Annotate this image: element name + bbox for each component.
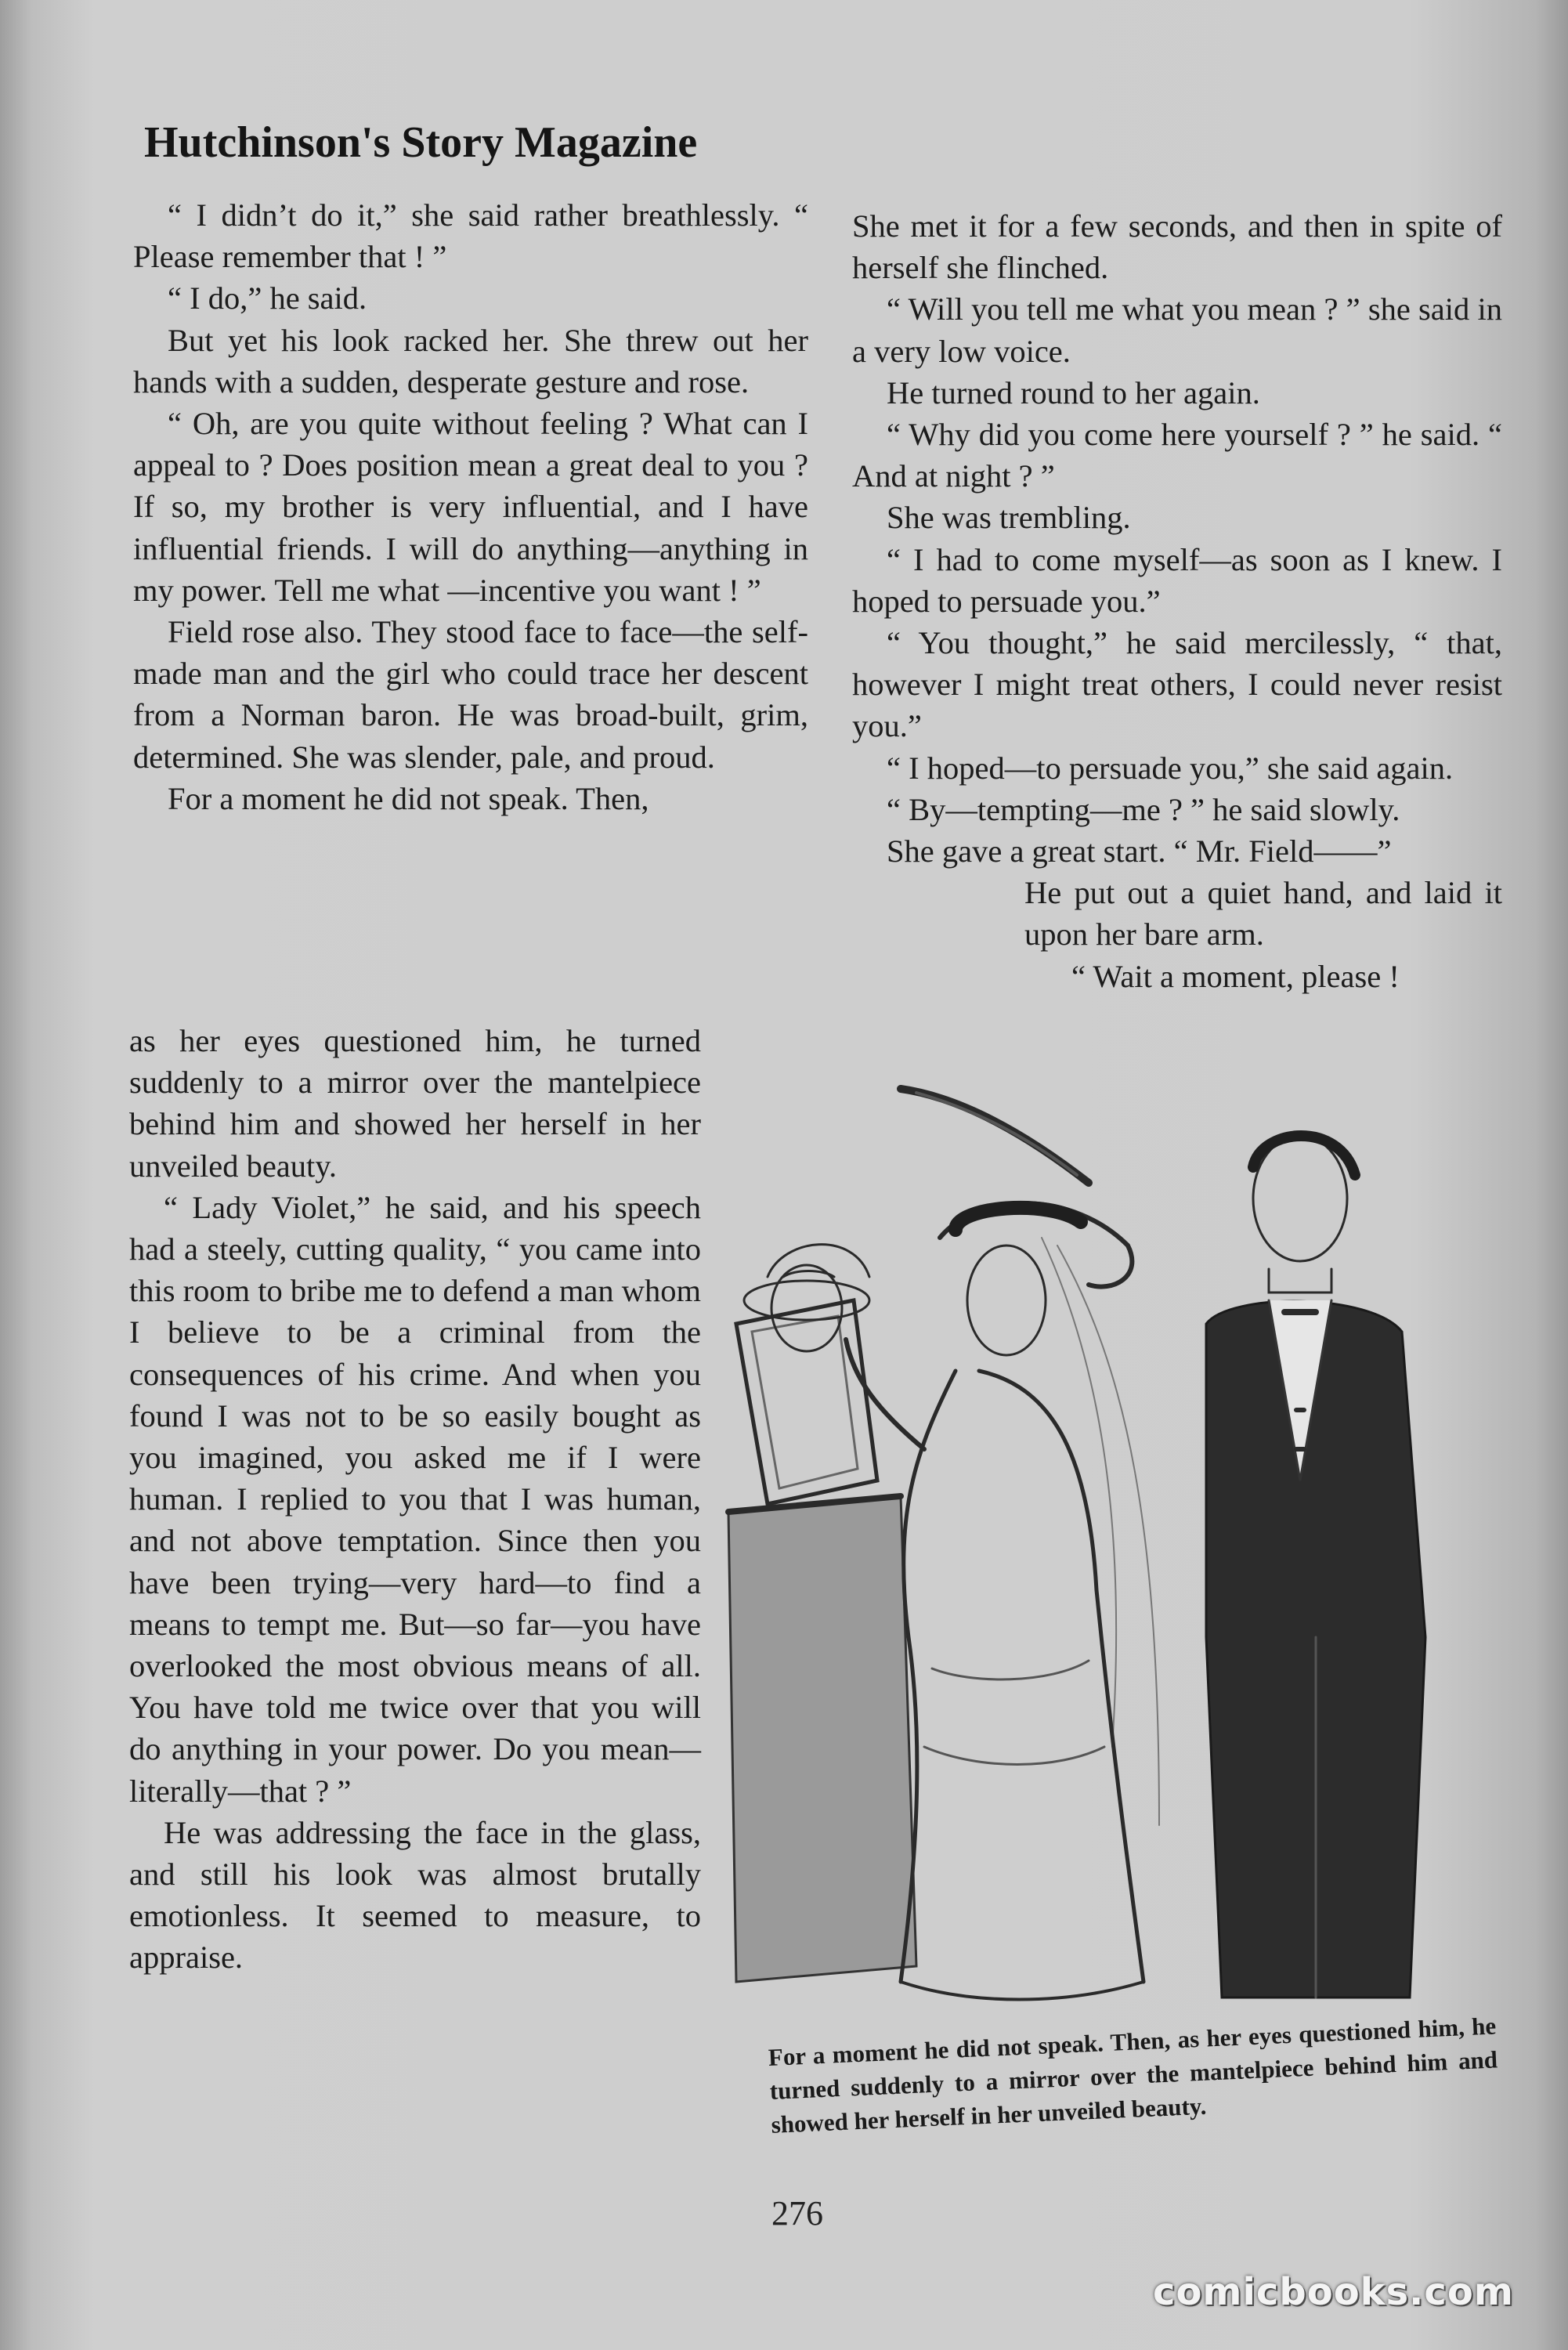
paragraph: She gave a great start. “ Mr. Field——”	[887, 833, 1392, 870]
paragraph: For a moment he did not speak. Then,	[168, 780, 649, 816]
paragraph: She met it for a few seconds, and then in spite of herself she flinched.	[852, 208, 1502, 286]
paragraph: “ I had to come myself—as soon as I knew. I hoped to persuade you.”	[852, 541, 1502, 619]
watermark: comicbooks.com	[1153, 2270, 1514, 2314]
paragraph: He put out a quiet hand, and laid it upon her bare arm.	[1024, 875, 1502, 953]
paragraph: She was trembling.	[887, 500, 1131, 536]
illustration-caption: For a moment he did not speak. Then, as her eyes questioned him, he turned suddenly to a mirror over the mantelpiece behind him and showed her herself in her unveiled beauty.	[768, 2012, 1498, 2138]
paragraph: “ You thought,” he said mercilessly, “ that, however I might treat others, I could never resist you.”	[852, 625, 1502, 744]
paragraph: “ By—tempting—me ? ” he said slowly.	[887, 791, 1400, 827]
paragraph: “ I didn’t do it,” she said rather breathlessly. “ Please remember that ! ”	[133, 197, 808, 275]
illustration-mirror-scene	[721, 1042, 1504, 2029]
paragraph: “ I hoped—to persuade you,” she said again.	[887, 750, 1454, 786]
paragraph: “ Oh, are you quite without feeling ? What can I appeal to ? Does position mean a great deal to you ? If so, my brother is very influential, and I have influential friends. I will do anything—anything in my power. Tell me what —incentive you want ! ”	[133, 406, 808, 608]
right-column	[852, 205, 1502, 997]
paragraph: He turned round to her again.	[887, 374, 1260, 410]
paragraph: Field rose also. They stood face to face—the self-made man and the girl who could trace her descent from a Norman baron. He was broad-built, grim, determined. She was slender, pale, and proud.	[133, 614, 808, 775]
paragraph: He was addressing the face in the glass, and still his look was almost brutally emotionless. It seemed to measure, to appraise.	[129, 1814, 701, 1976]
left-column-wide	[133, 194, 808, 819]
running-header: Hutchinson's Story Magazine	[144, 118, 698, 167]
page-number: 276	[771, 2194, 823, 2232]
paragraph: “ Lady Violet,” he said, and his speech had a steely, cutting quality, “ you came into this room to bribe me to defend a man whom I believe to be a criminal from the consequences of his crime. And when you found I was not to be so easily bought as you imagined, you asked me if I were human. I replied to you that I was human, and not above temptation. Since then you have been trying—very hard—to find a means to tempt me. But—so far—you have overlooked the most obvious means of all. You have told me twice over that you will do anything in your power. Do you mean—literally—that ? ”	[129, 1189, 701, 1809]
paragraph: “ Wait a moment, please !	[1071, 958, 1400, 994]
left-column-narrow	[129, 1020, 701, 1979]
paragraph: But yet his look racked her. She threw out her hands with a sudden, desperate gesture and rose.	[133, 322, 808, 400]
paragraph: “ Will you tell me what you mean ? ” she said in a very low voice.	[852, 291, 1502, 369]
paragraph: “ I do,” he said.	[168, 280, 367, 316]
paragraph: as her eyes questioned him, he turned suddenly to a mirror over the mantelpiece behind him and showed her herself in her unveiled beauty.	[129, 1023, 701, 1184]
paragraph: “ Why did you come here yourself ? ” he said. “ And at night ? ”	[852, 417, 1502, 494]
